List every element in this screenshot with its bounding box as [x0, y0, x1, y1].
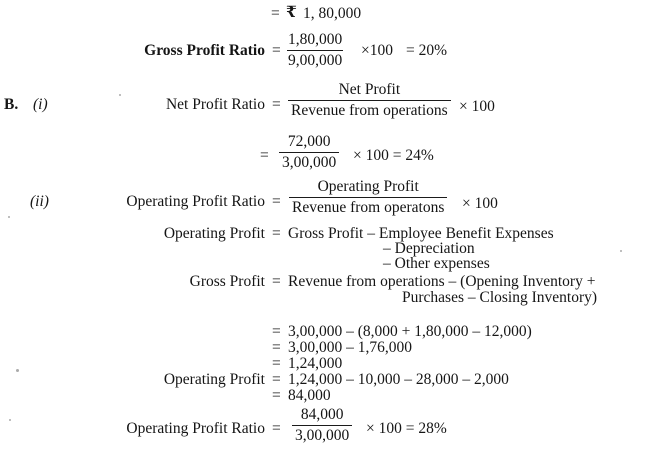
fraction-bar	[292, 425, 352, 426]
gross-profit-calc-step3-equals: =	[272, 355, 281, 372]
operating-profit-def-equals: =	[272, 225, 281, 242]
fraction-numerator: 72,000	[287, 133, 331, 150]
fraction-bar	[287, 50, 343, 51]
fraction-denominator: Revenue from operations	[291, 101, 448, 119]
operating-profit-ratio-calc-label: Operating Profit Ratio	[126, 420, 265, 437]
gross-profit-calc-step1-text: 3,00,000 – (8,000 + 1,80,000 – 12,000)	[288, 323, 532, 340]
fraction-bar	[279, 152, 339, 153]
rupee-icon: ₹	[286, 4, 297, 21]
section-marker-b: B.	[4, 96, 19, 113]
net-profit-ratio-calc-times: × 100 = 24%	[353, 147, 434, 164]
net-profit-ratio-fraction	[288, 82, 451, 118]
operating-profit-calc-step1-equals: =	[272, 371, 281, 388]
net-profit-ratio-times: × 100	[459, 98, 495, 115]
operating-profit-ratio-fraction	[289, 179, 447, 215]
operating-profit-def-label: Operating Profit	[163, 225, 265, 242]
gross-profit-def-line1: Revenue from operations – (Opening Inventory +	[288, 273, 596, 290]
gross-profit-calc-step3-text: 1,24,000	[288, 355, 343, 372]
gross-profit-ratio-label: Gross Profit Ratio	[144, 42, 265, 59]
fraction-denominator: Revenue from operatons	[292, 198, 445, 216]
operating-profit-def-line1: Gross Profit – Employee Benefit Expenses	[288, 225, 554, 242]
operating-profit-def-line3: – Other expenses	[383, 255, 490, 272]
operating-profit-ratio-calc-times: × 100 = 28%	[366, 420, 447, 437]
fraction-denominator: 3,00,000	[282, 153, 337, 171]
gross-profit-ratio-equals: =	[272, 42, 281, 59]
fraction-denominator: 9,00,000	[288, 51, 343, 69]
gross-profit-ratio-times: ×100	[361, 42, 393, 59]
scan-speck	[119, 94, 121, 96]
gross-profit-ratio-result: = 20%	[406, 42, 448, 59]
net-profit-ratio-calc-fraction	[279, 134, 339, 170]
fraction-denominator: 3,00,000	[295, 426, 350, 444]
operating-profit-ratio-calc-equals: =	[272, 420, 281, 437]
gross-profit-def-label: Gross Profit	[189, 273, 265, 290]
scan-speck	[9, 419, 11, 421]
fraction-bar	[289, 197, 447, 198]
operating-profit-calc-step1-text: 1,24,000 – 10,000 – 28,000 – 2,000	[288, 371, 509, 388]
operating-profit-ratio-equals: =	[272, 193, 281, 210]
operating-profit-ratio-calc-fraction	[292, 407, 352, 443]
scan-speck	[620, 250, 622, 252]
operating-profit-ratio-times: × 100	[462, 195, 498, 212]
sub-item-i: (i)	[33, 96, 48, 113]
scan-speck	[8, 216, 10, 218]
gp-amount-equals: =	[271, 5, 280, 22]
gp-amount-value: 1, 80,000	[303, 5, 362, 22]
operating-profit-def-line2: – Depreciation	[383, 240, 475, 257]
fraction-numerator: 1,80,000	[288, 31, 343, 48]
fraction-bar	[288, 100, 451, 101]
sub-item-ii: (ii)	[30, 193, 49, 210]
operating-profit-calc-label: Operating Profit	[163, 371, 265, 388]
fraction-numerator: Net Profit	[338, 81, 401, 98]
gross-profit-def-equals: =	[272, 273, 281, 290]
net-profit-ratio-equals: =	[272, 96, 281, 113]
gross-profit-ratio-fraction	[287, 32, 343, 68]
operating-profit-calc-step2-text: 84,000	[288, 387, 331, 404]
scan-speck	[16, 369, 19, 372]
net-profit-ratio-label: Net Profit Ratio	[165, 96, 265, 113]
fraction-numerator: Operating Profit	[317, 178, 419, 195]
operating-profit-ratio-label: Operating Profit Ratio	[126, 193, 265, 210]
gross-profit-calc-step2-equals: =	[272, 339, 281, 356]
gross-profit-def-line2: Purchases – Closing Inventory)	[402, 289, 598, 306]
net-profit-ratio-calc-equals: =	[260, 147, 269, 164]
gross-profit-calc-step1-equals: =	[272, 323, 281, 340]
operating-profit-calc-step2-equals: =	[272, 387, 281, 404]
fraction-numerator: 84,000	[300, 406, 344, 423]
gross-profit-calc-step2-text: 3,00,000 – 1,76,000	[288, 339, 412, 356]
